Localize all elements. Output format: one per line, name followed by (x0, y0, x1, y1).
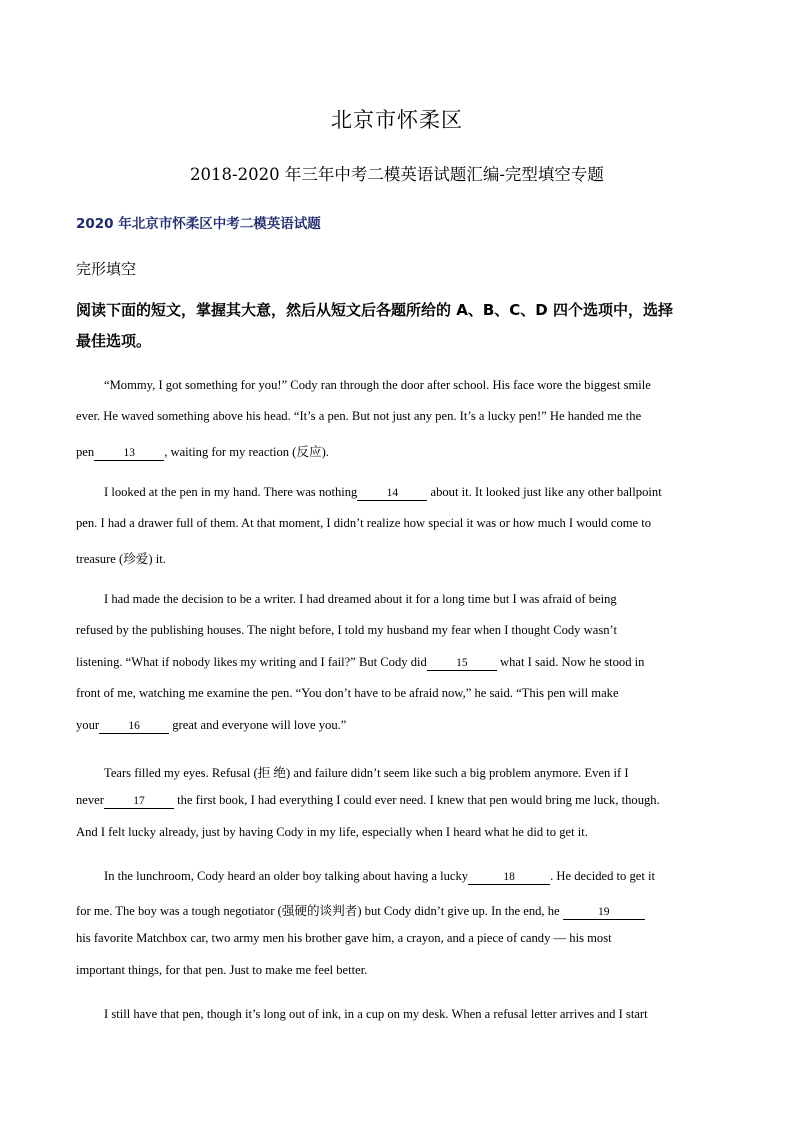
passage-text: I looked at the pen in my hand. There was nothing (104, 485, 358, 499)
passage-text: your (76, 718, 100, 732)
passage-line: I had made the decision to be a writer. I had dreamed about it for a long time but I was afraid of being (104, 592, 617, 606)
passage-text: the first book, I had everything I could ever need. I knew that pen would bring me luck, though. (173, 793, 660, 807)
passage-line (104, 485, 716, 501)
instruction-line-1: 阅读下面的短文，掌握其大意，然后从短文后各题所给的 A、B、C、D 四个选项中，选择 (76, 301, 673, 319)
answer-blank-14: 14 (357, 487, 427, 501)
page-title: 北京市怀柔区 (331, 108, 463, 132)
passage-line (104, 869, 716, 885)
passage-line: I still have that pen, though it’s long out of ink, in a cup on my desk. When a refusal letter arrives and I start (104, 1007, 648, 1021)
passage-line: treasure (珍爱) it. (76, 552, 166, 566)
passage-line (76, 793, 716, 809)
section-title: 2020 年北京市怀柔区中考二模英语试题 (76, 216, 321, 232)
answer-blank-15: 15 (427, 657, 497, 671)
answer-blank-18: 18 (468, 871, 550, 885)
page-subtitle: 2018-2020 年三年中考二模英语试题汇编-完型填空专题 (190, 165, 604, 184)
answer-blank-17: 17 (104, 795, 174, 809)
passage-text: great and everyone will love you.” (169, 718, 347, 732)
passage-line: important things, for that pen. Just to make me feel better. (76, 963, 368, 977)
passage-text: pen (76, 445, 95, 459)
passage-text: about it. It looked just like any other ballpoint (427, 485, 662, 499)
passage-text: what I said. Now he stood in (496, 655, 645, 669)
passage-text: listening. “What if nobody likes my writing and I fail?” But Cody did (76, 655, 427, 669)
passage-line: And I felt lucky already, just by having Cody in my life, especially when I heard what he did to get it. (76, 825, 588, 839)
passage-line: “Mommy, I got something for you!” Cody ran through the door after school. His face wore the biggest smile (104, 378, 651, 392)
passage-line (76, 900, 716, 920)
answer-blank-16: 16 (99, 720, 169, 734)
passage-line: front of me, watching me examine the pen. “You don’t have to be afraid now,” he said. “This pen will make (76, 686, 619, 700)
passage-line: ever. He waved something above his head. “It’s a pen. But not just any pen. It’s a lucky pen!” He handed me the (76, 409, 642, 423)
passage-line: his favorite Matchbox car, two army men his brother gave him, a crayon, and a piece of candy — his most (76, 931, 612, 945)
instruction-line-2: 最佳选项。 (76, 332, 152, 350)
answer-blank-19: 19 (563, 906, 645, 920)
passage-text: . He decided to get it (550, 869, 656, 883)
answer-blank-13: 13 (94, 447, 164, 461)
passage-text: never (76, 793, 104, 807)
question-type-heading: 完形填空 (76, 260, 137, 278)
passage-line (76, 441, 716, 461)
passage-text: In the lunchroom, Cody heard an older boy talking about having a lucky (104, 869, 469, 883)
passage-line: refused by the publishing houses. The night before, I told my husband my fear when I thought Cody wasn’t (76, 623, 617, 637)
passage-text: , waiting for my reaction (反应). (164, 445, 329, 459)
passage-line: Tears filled my eyes. Refusal (拒 绝) and failure didn’t seem like such a big problem anymore. Even if I (104, 766, 629, 780)
passage-line (76, 655, 716, 671)
passage-text: for me. The boy was a tough negotiator (强硬的谈判者) but Cody didn’t give up. In the end, he (76, 904, 563, 918)
passage-line (76, 718, 716, 734)
passage-line: pen. I had a drawer full of them. At that moment, I didn’t realize how special it was or how much I would come to (76, 516, 652, 530)
